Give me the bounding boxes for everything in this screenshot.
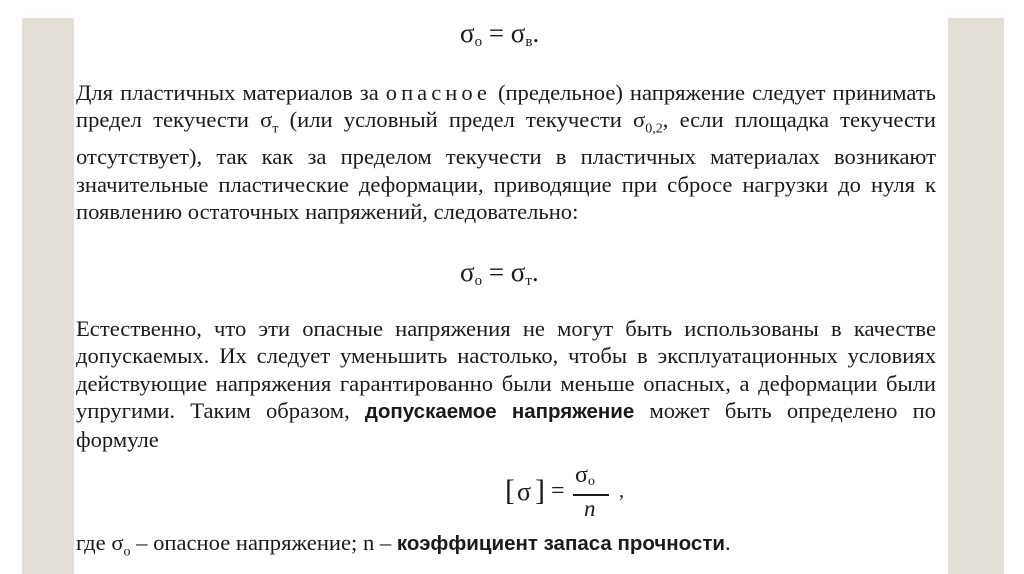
paragraph-plastic-materials: Для пластичных материалов за опасное (предельное) напряжение следует принимать предел текучести $\sigma_т$ (или условный предел текучести $\sigma_{0,2}$, если площадка текучести отсутствует), так как за пределом текучести в пластичных материалах возникают значительные пластические деформации, приводящие при сбросе нагрузки до нуля к появлению остаточных напряжений, следовательно:: [76, 80, 936, 225]
formula-equals: =: [551, 478, 565, 504]
paragraph-allowable-stress: Естественно, что эти опасные напряжения не могут быть использованы в качестве допускаемых. Их следует уменьшить настолько, чтобы в эксплуатационных условиях действующие напряжения гарантированно были меньше опасных, а деформации были упругими. Таким образом, допускаемое напряжение может быть определено по формуле: [76, 316, 936, 452]
formula-sigma: σ: [517, 477, 532, 506]
formula-sigma-o-equals-sigma-t: $\sigma_о = \sigma_т$.: [460, 257, 539, 289]
left-margin-band: [22, 18, 74, 574]
formula-close-bracket: ]: [535, 474, 545, 507]
formula-denominator: n: [584, 496, 596, 521]
document-page: [74, 0, 948, 574]
formula-comma: ,: [619, 480, 624, 502]
formula-allowable-stress-fraction: [505, 462, 635, 524]
definition-line: где $\sigma_о$ – опасное напряжение; n – коэффициент запаса прочности.: [76, 530, 731, 560]
right-margin-band: [948, 18, 1004, 574]
formula-open-bracket: [: [505, 474, 515, 507]
formula-numerator: $\sigma_о$: [575, 462, 595, 489]
formula-sigma-o-equals-sigma-v: $\sigma_о = \sigma_в$.: [460, 18, 540, 50]
